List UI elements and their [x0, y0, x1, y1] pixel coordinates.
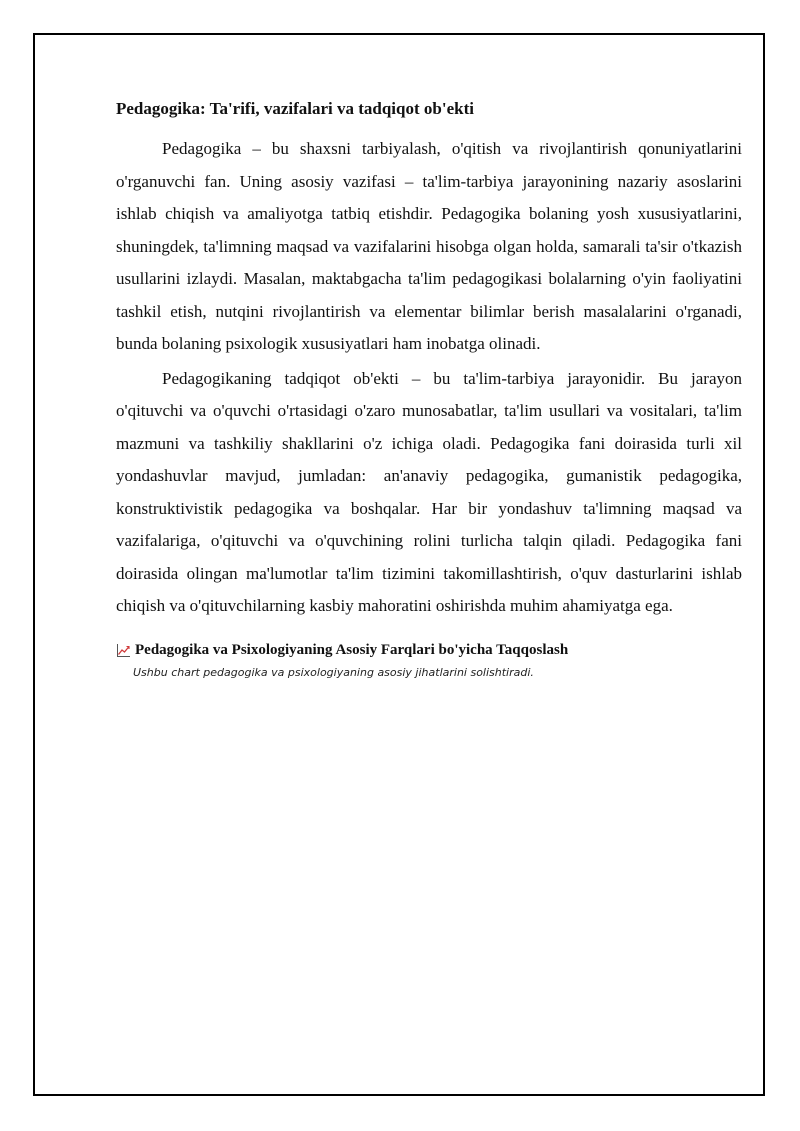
document-heading: Pedagogika: Ta'rifi, vazifalari va tadqiqot ob'ekti — [116, 99, 474, 118]
paragraph-research-object: Pedagogikaning tadqiqot ob'ekti – bu ta'lim-tarbiya jarayonidir. Bu jarayon o'qituvchi va o'quvchi o'rtasidagi o'zaro munosabatlar, ta'lim usullari va vositalari, ta'lim mazmuni va tashkiliy shakllarini o'z ichiga oladi. Pedagogika fani doirasida turli xil yondashuvlar mavjud, jumladan: an'anaviy pedagogika, gumanistik pedagogika, konstruktivistik pedagogika va boshqalar. Har bir yondashuv ta'limning maqsad va vazifalariga, o'qituvchi va o'quvchining rolini turlicha talqin qiladi. Pedagogika fani doirasida olingan ma'lumotlar ta'lim tizimini takomillashtirish, o'quv dasturlarini ishlab chiqish va o'qituvchilarning kasbiy mahoratini oshirishda muhim ahamiyatga ega. — [116, 368, 742, 615]
chart-title: Pedagogika va Psixologiyaning Asosiy Farqlari bo'yicha Taqqoslash — [135, 641, 569, 658]
chart-title-row — [116, 639, 742, 661]
chart-increasing-icon — [116, 643, 131, 658]
chart-reference — [116, 639, 742, 682]
paragraph-definition: Pedagogika – bu shaxsni tarbiyalash, o'qitish va rivojlantirish qonuniyatlarini o'rganuvchi fan. Uning asosiy vazifasi – ta'lim-tarbiya jarayonining nazariy asoslarini ishlab chiqish va amaliyotga tatbiq etishdir. Pedagogika bolaning yosh xususiyatlarini, shuningdek, ta'limning maqsad va vazifalarini hisobga olgan holda, samarali ta'sir o'tkazish usullarini izlaydi. Masalan, maktabgacha ta'lim pedagogikasi bolalarning o'yin faoliyatini tashkil etish, nutqini rivojlantirish va elementar bilimlar berish masalalarini o'rganadi, bunda bolaning psixologik xususiyatlari ham inobatga olinadi. — [116, 139, 742, 353]
chart-caption: Ushbu chart pedagogika va psixologiyaning asosiy jihatlarini solishtiradi. — [133, 665, 534, 679]
document-body — [116, 97, 742, 682]
